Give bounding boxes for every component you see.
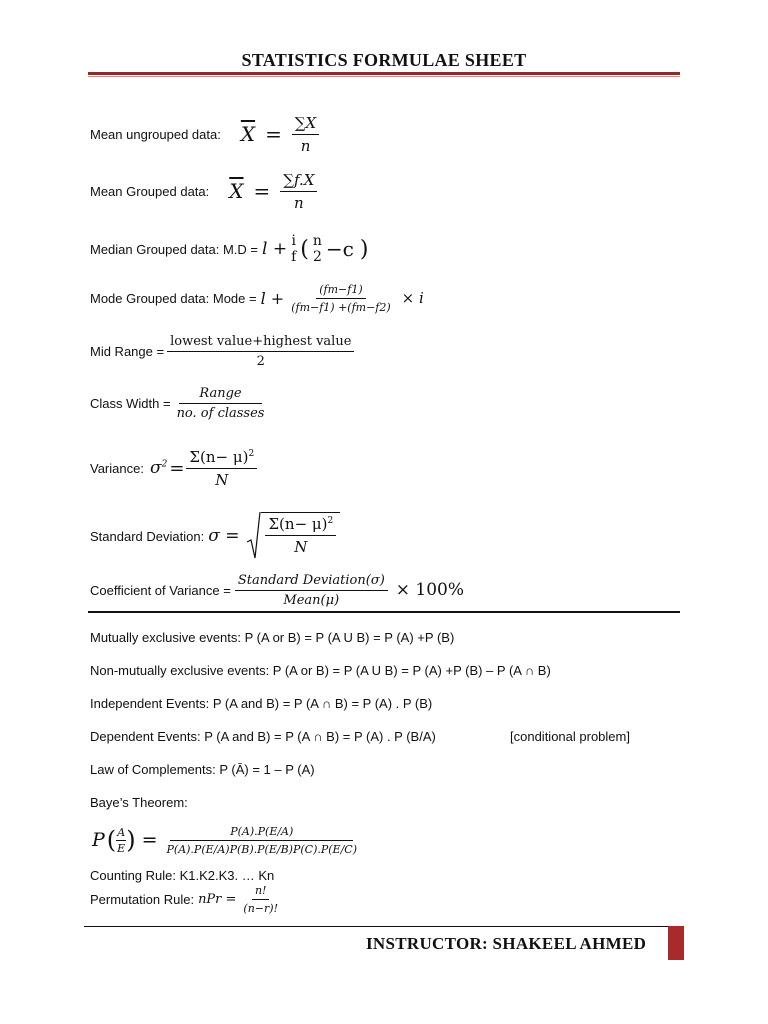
formula-mode-grouped xyxy=(90,278,424,318)
formula-label: Coefficient of Variance = xyxy=(90,582,231,598)
denominator: f xyxy=(291,249,297,265)
numerator: n xyxy=(312,233,322,249)
formula-median-grouped xyxy=(90,224,368,274)
sigma-equals: σ = xyxy=(208,526,240,546)
page-title: STATISTICS FORMULAE SHEET xyxy=(241,50,527,70)
numerator: ∑X xyxy=(292,114,319,135)
minus-c: −c xyxy=(325,237,354,261)
formula-label: Standard Deviation: xyxy=(90,528,205,544)
fraction xyxy=(292,114,319,155)
title-underline-thin xyxy=(88,76,680,77)
fraction xyxy=(265,515,336,556)
numerator: Standard Deviation(σ) xyxy=(235,573,388,591)
formula-class-width xyxy=(90,382,267,424)
numerator xyxy=(186,448,257,469)
instructor-name: INSTRUCTOR: SHAKEEL AHMED xyxy=(366,934,647,953)
numerator: Range xyxy=(179,386,261,404)
bayes-label: Baye’s Theorem: xyxy=(90,795,188,810)
rule-permutation xyxy=(90,882,281,916)
equals-sign: = xyxy=(265,122,282,146)
mean-symbol: $\overline{X}$ xyxy=(229,179,244,203)
denominator: E xyxy=(117,841,126,855)
radical-sign-icon xyxy=(247,512,261,560)
numerator: n! xyxy=(252,884,270,900)
denominator: n xyxy=(294,193,304,212)
l-plus: l + xyxy=(262,239,288,259)
formula-mid-range xyxy=(90,330,354,372)
formula-std-dev xyxy=(90,506,340,566)
numerator: (fm−f1) xyxy=(316,283,365,299)
open-paren: ( xyxy=(300,236,309,262)
sigma: σ xyxy=(149,458,162,478)
square-root xyxy=(247,512,340,560)
npr-symbol: nPr = xyxy=(198,891,237,907)
denominator: 2 xyxy=(256,353,265,369)
mean-symbol: $\overline{X}$ xyxy=(240,122,256,146)
numerator-text: Σ(n− μ) xyxy=(268,515,328,533)
formula-label: Mode Grouped data: Mode = xyxy=(90,290,257,306)
formula-label: Mean Grouped data: xyxy=(90,183,210,199)
fraction xyxy=(167,334,354,369)
fraction xyxy=(280,171,317,212)
l-plus: l + xyxy=(260,288,285,308)
rule-mutually-exclusive: Mutually exclusive events: P (A or B) = P (A U B) = P (A) +P (B) xyxy=(90,630,455,645)
permutation-label: Permutation Rule: xyxy=(90,891,195,907)
formula-label: Variance: xyxy=(90,460,144,476)
denominator: N xyxy=(294,538,308,556)
numerator: A xyxy=(117,825,126,839)
bayes-fraction xyxy=(164,825,361,856)
numerator: ∑f.X xyxy=(280,171,317,192)
rule-dependent: Dependent Events: P (A and B) = P (A ∩ B) = P (A) . P (B/A) xyxy=(90,729,436,744)
equals-sign: = xyxy=(141,829,158,851)
formula-variance xyxy=(90,440,257,496)
p-symbol: P xyxy=(92,829,105,851)
superscript: 2 xyxy=(248,448,255,459)
numerator xyxy=(265,515,336,536)
counting-terms: 1.K2.K3. … Kn xyxy=(188,868,275,883)
rule-independent: Independent Events: P (A and B) = P (A ∩ B) = P (A) . P (B) xyxy=(90,696,433,711)
denominator: no. of classes xyxy=(176,405,265,421)
equals-sign: = xyxy=(253,179,271,203)
i-over-f xyxy=(291,233,296,265)
a-over-e xyxy=(116,826,126,855)
denominator: Mean(μ) xyxy=(283,592,340,608)
denominator: n xyxy=(300,136,311,155)
formula-mean-ungrouped xyxy=(90,106,319,162)
n-over-2 xyxy=(313,233,322,265)
fraction xyxy=(240,884,281,915)
fraction xyxy=(288,283,393,314)
rule-non-mutually-exclusive: Non-mutually exclusive events: P (A or B) = P (A U B) = P (A) +P (B) – P (A ∩ B) xyxy=(90,663,551,678)
counting-label: Counting Rule: K xyxy=(90,868,189,883)
times-100-percent: × 100% xyxy=(395,580,465,600)
rule-counting xyxy=(90,868,274,883)
denominator: (n−r)! xyxy=(243,901,278,915)
rule-dependent-note: [conditional problem] xyxy=(510,729,630,744)
formula-mean-grouped xyxy=(90,163,317,219)
sigma-symbol xyxy=(150,458,167,478)
close-paren: ) xyxy=(359,236,369,262)
superscript: 2 xyxy=(327,516,334,526)
fraction xyxy=(235,573,388,608)
formula-label: Mean ungrouped data: xyxy=(90,126,221,142)
formula-bayes: P ( $\frac{A}{E}$ ) = $\frac{P(A).P(E/A)}{P(A).P(E/A)P(B).P(E/B)P(C).P(E/C)}$ xyxy=(92,812,360,868)
formula-coef-var xyxy=(90,568,464,612)
formula-label: Mid Range = xyxy=(90,343,165,359)
footer-rule xyxy=(84,926,668,927)
section-divider xyxy=(88,611,680,613)
fraction xyxy=(174,386,268,421)
numerator: i xyxy=(291,233,296,249)
rule-complements: Law of Complements: P (Ā) = 1 – P (A) xyxy=(90,762,315,777)
equals-sign: = xyxy=(169,457,185,479)
denominator: (fm−f1) +(fm−f2) xyxy=(291,300,391,314)
title-underline xyxy=(88,72,680,75)
superscript: 2 xyxy=(161,459,168,470)
times-i: × i xyxy=(401,289,424,307)
formula-label: Median Grouped data: M.D = xyxy=(90,241,259,257)
numerator: lowest value+highest value xyxy=(167,334,354,352)
denominator: N xyxy=(215,470,229,489)
numerator-text: Σ(n− μ) xyxy=(189,447,249,466)
numerator: P(A).P(E/A) xyxy=(170,825,353,841)
footer-accent-bar xyxy=(668,926,684,960)
denominator: 2 xyxy=(312,249,322,265)
denominator: P(A).P(E/A)P(B).P(E/B)P(C).P(E/C) xyxy=(166,842,357,856)
fraction xyxy=(186,448,257,489)
formula-label: Class Width = xyxy=(90,395,171,411)
